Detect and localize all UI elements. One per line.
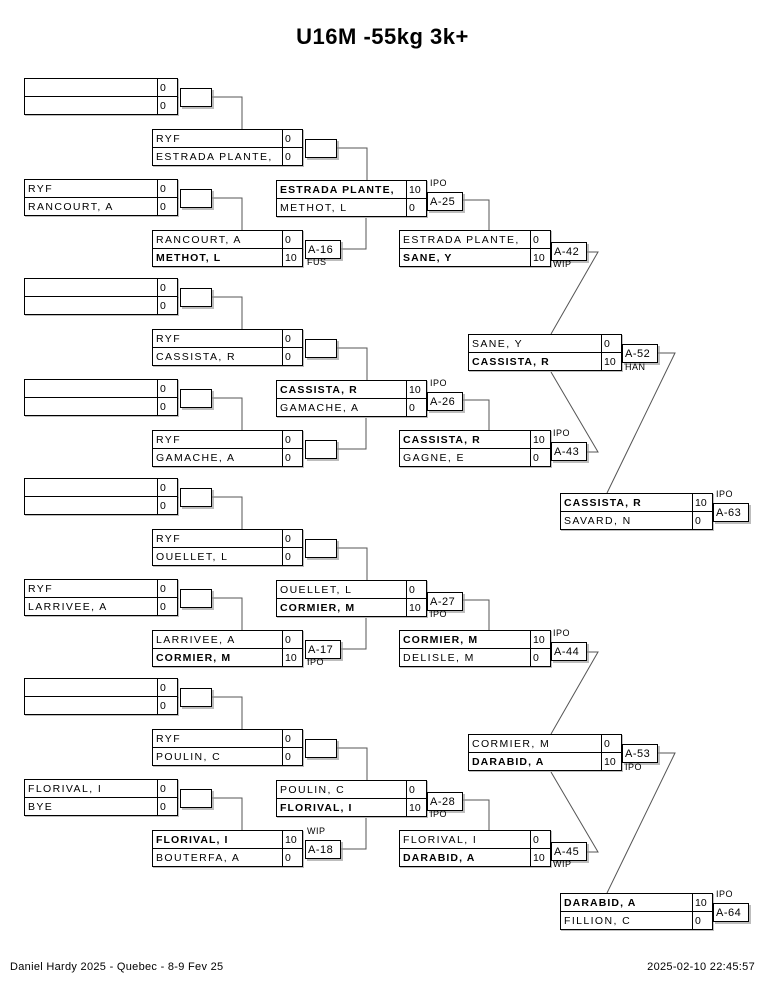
match-box bbox=[152, 830, 303, 867]
competitor-name: CORMIER, M bbox=[156, 651, 232, 664]
competitor-name: FLORIVAL, I bbox=[156, 833, 229, 846]
score-cell: 0 bbox=[157, 580, 177, 597]
competitor-name: CASSISTA, R bbox=[472, 355, 550, 368]
match-box bbox=[152, 529, 303, 566]
score-cell: 0 bbox=[282, 148, 302, 165]
score-cell: 10 bbox=[406, 599, 426, 616]
competitor-name: GAMACHE, A bbox=[280, 401, 360, 414]
score-cell: 0 bbox=[282, 548, 302, 565]
joiner-box bbox=[180, 189, 212, 208]
competitor-name: OUELLET, L bbox=[156, 550, 229, 563]
match-code: A-42 bbox=[551, 242, 587, 261]
joiner-box bbox=[305, 739, 337, 758]
score-cell: 10 bbox=[406, 381, 426, 398]
score-cell: 10 bbox=[282, 249, 302, 266]
match-code: A-44 bbox=[551, 642, 587, 661]
score-cell: 0 bbox=[692, 512, 712, 529]
match-box bbox=[276, 780, 427, 817]
match-box bbox=[399, 430, 551, 467]
competitor-name: METHOT, L bbox=[156, 251, 222, 264]
result-annotation: IPO bbox=[553, 628, 571, 638]
competitor-name: GAGNE, E bbox=[403, 451, 465, 464]
score-cell: 0 bbox=[157, 479, 177, 496]
score-cell: 0 bbox=[157, 398, 177, 415]
score-cell: 0 bbox=[157, 798, 177, 815]
score-cell: 0 bbox=[282, 348, 302, 365]
match-box bbox=[276, 180, 427, 217]
score-cell: 0 bbox=[157, 497, 177, 514]
joiner-box bbox=[305, 139, 337, 158]
competitor-name: SAVARD, N bbox=[564, 514, 632, 527]
competitor-name: DELISLE, M bbox=[403, 651, 475, 664]
competitor-name: RYF bbox=[28, 182, 54, 195]
match-box bbox=[152, 230, 303, 267]
match-box bbox=[152, 329, 303, 366]
score-cell: 0 bbox=[157, 380, 177, 397]
match-code: A-26 bbox=[427, 392, 463, 411]
competitor-name: FLORIVAL, I bbox=[280, 801, 353, 814]
result-annotation: WIP bbox=[307, 826, 326, 836]
score-cell: 10 bbox=[530, 431, 550, 448]
competitor-name: CORMIER, M bbox=[472, 737, 551, 750]
joiner-box bbox=[180, 488, 212, 507]
score-cell: 10 bbox=[692, 894, 712, 911]
competitor-name: FLORIVAL, I bbox=[403, 833, 478, 846]
competitor-name: LARRIVEE, A bbox=[156, 633, 236, 646]
score-cell: 0 bbox=[157, 780, 177, 797]
score-cell: 0 bbox=[157, 598, 177, 615]
score-cell: 0 bbox=[282, 730, 302, 747]
competitor-name: CASSISTA, R bbox=[403, 433, 481, 446]
score-cell: 10 bbox=[406, 181, 426, 198]
score-cell: 0 bbox=[406, 199, 426, 216]
score-cell: 0 bbox=[282, 449, 302, 466]
competitor-name: CASSISTA, R bbox=[156, 350, 236, 363]
joiner-box bbox=[305, 339, 337, 358]
result-annotation: IPO bbox=[430, 809, 448, 819]
match-code: A-28 bbox=[427, 792, 463, 811]
competitor-name: CORMIER, M bbox=[280, 601, 356, 614]
score-cell: 0 bbox=[282, 530, 302, 547]
competitor-name: LARRIVEE, A bbox=[28, 600, 108, 613]
match-code: A-45 bbox=[551, 842, 587, 861]
match-code: A-53 bbox=[622, 744, 658, 763]
match-box bbox=[468, 334, 622, 371]
score-cell: 0 bbox=[406, 781, 426, 798]
competitor-name: RANCOURT, A bbox=[156, 233, 242, 246]
match-box bbox=[24, 379, 178, 416]
score-cell: 0 bbox=[601, 335, 621, 352]
result-annotation: IPO bbox=[625, 762, 643, 772]
score-cell: 0 bbox=[157, 79, 177, 96]
match-box bbox=[276, 380, 427, 417]
competitor-name: RYF bbox=[156, 532, 182, 545]
score-cell: 0 bbox=[601, 735, 621, 752]
match-box bbox=[152, 129, 303, 166]
score-cell: 0 bbox=[157, 279, 177, 296]
competitor-name: SANE, Y bbox=[403, 251, 453, 264]
result-annotation: HAN bbox=[625, 362, 646, 372]
result-annotation: IPO bbox=[553, 428, 571, 438]
score-cell: 0 bbox=[157, 198, 177, 215]
score-cell: 0 bbox=[692, 912, 712, 929]
score-cell: 10 bbox=[530, 249, 550, 266]
competitor-name: POULIN, C bbox=[156, 750, 222, 763]
match-box bbox=[24, 678, 178, 715]
joiner-box bbox=[305, 440, 337, 459]
joiner-box bbox=[180, 589, 212, 608]
match-code: A-27 bbox=[427, 592, 463, 611]
competitor-name: FLORIVAL, I bbox=[28, 782, 103, 795]
score-cell: 10 bbox=[601, 753, 621, 770]
score-cell: 0 bbox=[157, 697, 177, 714]
result-annotation: WIP bbox=[553, 859, 572, 869]
competitor-name: DARABID, A bbox=[403, 851, 476, 864]
result-annotation: IPO bbox=[716, 489, 734, 499]
score-cell: 0 bbox=[157, 679, 177, 696]
score-cell: 0 bbox=[282, 330, 302, 347]
joiner-box bbox=[180, 88, 212, 107]
score-cell: 10 bbox=[282, 831, 302, 848]
joiner-box bbox=[180, 288, 212, 307]
score-cell: 0 bbox=[406, 399, 426, 416]
match-code: A-17 bbox=[305, 640, 341, 659]
competitor-name: OUELLET, L bbox=[280, 583, 353, 596]
competitor-name: RANCOURT, A bbox=[28, 200, 114, 213]
score-cell: 10 bbox=[692, 494, 712, 511]
match-box bbox=[560, 493, 713, 530]
score-cell: 10 bbox=[282, 649, 302, 666]
competitor-name: RYF bbox=[156, 433, 182, 446]
competitor-name: CORMIER, M bbox=[403, 633, 479, 646]
score-cell: 0 bbox=[530, 831, 550, 848]
competitor-name: BYE bbox=[28, 800, 54, 813]
competitor-name: GAMACHE, A bbox=[156, 451, 236, 464]
match-code: A-64 bbox=[713, 903, 749, 922]
footer-event-info: Daniel Hardy 2025 - Quebec - 8-9 Fev 25 bbox=[10, 961, 224, 973]
score-cell: 0 bbox=[530, 231, 550, 248]
result-annotation: WIP bbox=[553, 259, 572, 269]
score-cell: 0 bbox=[157, 297, 177, 314]
joiner-box bbox=[180, 789, 212, 808]
competitor-name: RYF bbox=[156, 332, 182, 345]
result-annotation: IPO bbox=[716, 889, 734, 899]
match-box bbox=[399, 830, 551, 867]
match-box bbox=[24, 179, 178, 216]
score-cell: 10 bbox=[601, 353, 621, 370]
match-code: A-16 bbox=[305, 240, 341, 259]
match-box bbox=[399, 630, 551, 667]
competitor-name: RYF bbox=[156, 132, 182, 145]
score-cell: 10 bbox=[530, 631, 550, 648]
score-cell: 0 bbox=[157, 97, 177, 114]
score-cell: 0 bbox=[282, 431, 302, 448]
match-box bbox=[24, 78, 178, 115]
score-cell: 0 bbox=[282, 748, 302, 765]
competitor-name: SANE, Y bbox=[472, 337, 524, 350]
competitor-name: METHOT, L bbox=[280, 201, 348, 214]
match-code: A-43 bbox=[551, 442, 587, 461]
match-box bbox=[399, 230, 551, 267]
score-cell: 10 bbox=[406, 799, 426, 816]
competitor-name: CASSISTA, R bbox=[564, 496, 642, 509]
match-box bbox=[468, 734, 622, 771]
result-annotation: IPO bbox=[430, 178, 448, 188]
score-cell: 0 bbox=[282, 130, 302, 147]
joiner-box bbox=[180, 688, 212, 707]
score-cell: 0 bbox=[157, 180, 177, 197]
match-code: A-18 bbox=[305, 840, 341, 859]
score-cell: 0 bbox=[406, 581, 426, 598]
joiner-box bbox=[305, 539, 337, 558]
competitor-name: ESTRADA PLANTE, bbox=[280, 183, 395, 196]
competitor-name: FILLION, C bbox=[564, 914, 632, 927]
score-cell: 0 bbox=[530, 649, 550, 666]
result-annotation: IPO bbox=[307, 657, 325, 667]
result-annotation: IPO bbox=[430, 609, 448, 619]
match-box bbox=[24, 579, 178, 616]
match-box bbox=[560, 893, 713, 930]
score-cell: 0 bbox=[282, 849, 302, 866]
match-box bbox=[24, 779, 178, 816]
footer-timestamp: 2025-02-10 22:45:57 bbox=[647, 961, 755, 973]
page-title: U16M -55kg 3k+ bbox=[296, 24, 469, 49]
score-cell: 10 bbox=[530, 849, 550, 866]
score-cell: 0 bbox=[282, 231, 302, 248]
result-annotation: IPO bbox=[430, 378, 448, 388]
match-box bbox=[152, 630, 303, 667]
competitor-name: RYF bbox=[156, 732, 182, 745]
score-cell: 0 bbox=[282, 631, 302, 648]
result-annotation: FUS bbox=[307, 257, 327, 267]
competitor-name: CASSISTA, R bbox=[280, 383, 358, 396]
match-code: A-52 bbox=[622, 344, 658, 363]
joiner-box bbox=[180, 389, 212, 408]
score-cell: 0 bbox=[530, 449, 550, 466]
match-code: A-25 bbox=[427, 192, 463, 211]
competitor-name: RYF bbox=[28, 582, 54, 595]
competitor-name: POULIN, C bbox=[280, 783, 346, 796]
match-box bbox=[152, 430, 303, 467]
match-box bbox=[152, 729, 303, 766]
competitor-name: DARABID, A bbox=[472, 755, 545, 768]
competitor-name: ESTRADA PLANTE, bbox=[156, 150, 273, 163]
competitor-name: ESTRADA PLANTE, bbox=[403, 233, 520, 246]
competitor-name: BOUTERFA, A bbox=[156, 851, 241, 864]
competitor-name: DARABID, A bbox=[564, 896, 637, 909]
match-box bbox=[276, 580, 427, 617]
match-box bbox=[24, 478, 178, 515]
match-box bbox=[24, 278, 178, 315]
match-code: A-63 bbox=[713, 503, 749, 522]
